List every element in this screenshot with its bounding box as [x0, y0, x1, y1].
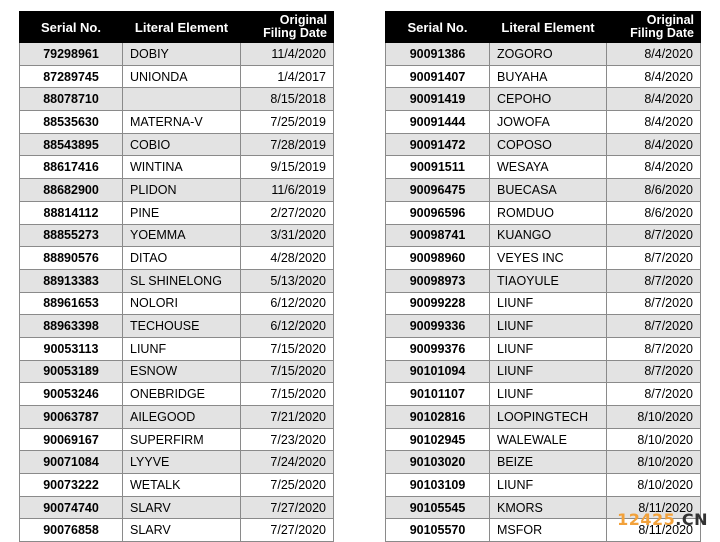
literal-cell: LYYVE [123, 451, 241, 474]
serial-cell: 90098973 [386, 269, 490, 292]
table-row [386, 179, 701, 202]
serial-cell: 88617416 [20, 156, 123, 179]
filing-date-cell: 7/25/2020 [241, 474, 334, 497]
trademark-table-left [19, 11, 334, 542]
serial-cell: 90071084 [20, 451, 123, 474]
filing-date-cell: 8/4/2020 [607, 88, 701, 111]
literal-cell: TIAOYULE [490, 269, 607, 292]
serial-cell: 90091419 [386, 88, 490, 111]
filing-date-cell: 8/10/2020 [607, 451, 701, 474]
trademark-table-right [385, 11, 701, 542]
filing-date-cell: 8/7/2020 [607, 247, 701, 270]
table-row [20, 337, 334, 360]
table-row [386, 406, 701, 429]
literal-cell: DOBIY [123, 43, 241, 66]
literal-cell: ESNOW [123, 360, 241, 383]
serial-cell: 88890576 [20, 247, 123, 270]
literal-cell: SUPERFIRM [123, 428, 241, 451]
serial-cell: 90098741 [386, 224, 490, 247]
table-row [386, 65, 701, 88]
literal-cell: LIUNF [490, 315, 607, 338]
literal-cell: LIUNF [490, 383, 607, 406]
filing-date-cell: 8/7/2020 [607, 337, 701, 360]
serial-cell: 90103109 [386, 474, 490, 497]
filing-date-header [607, 12, 701, 43]
serial-cell: 90076858 [20, 519, 123, 542]
table-row [20, 519, 334, 542]
filing-date-cell: 7/28/2019 [241, 133, 334, 156]
serial-cell: 88814112 [20, 201, 123, 224]
literal-cell: LIUNF [490, 337, 607, 360]
serial-cell: 90096475 [386, 179, 490, 202]
serial-cell: 90096596 [386, 201, 490, 224]
filing-date-cell: 8/15/2018 [241, 88, 334, 111]
literal-cell: LIUNF [490, 474, 607, 497]
filing-date-cell: 8/7/2020 [607, 224, 701, 247]
table-row [20, 156, 334, 179]
serial-header: Serial No. [20, 12, 123, 43]
table-row [20, 88, 334, 111]
serial-cell: 87289745 [20, 65, 123, 88]
table-row [20, 383, 334, 406]
watermark-domain: .CN [675, 510, 708, 529]
watermark-number: 12425 [617, 510, 676, 529]
literal-cell: AILEGOOD [123, 406, 241, 429]
literal-cell: WINTINA [123, 156, 241, 179]
serial-cell: 88855273 [20, 224, 123, 247]
table-header-row [20, 12, 334, 43]
table-row [20, 133, 334, 156]
literal-header: Literal Element [490, 12, 607, 43]
table-row [20, 43, 334, 66]
filing-date-header-line2: Filing Date [630, 26, 694, 40]
serial-cell: 90053189 [20, 360, 123, 383]
literal-cell: ONEBRIDGE [123, 383, 241, 406]
serial-cell: 90091472 [386, 133, 490, 156]
serial-cell: 90074740 [20, 496, 123, 519]
serial-cell: 90099228 [386, 292, 490, 315]
table-row [386, 451, 701, 474]
table-row [20, 451, 334, 474]
filing-date-header-line2: Filing Date [263, 26, 327, 40]
literal-cell: DITAO [123, 247, 241, 270]
filing-date-cell: 6/12/2020 [241, 315, 334, 338]
serial-cell: 90063787 [20, 406, 123, 429]
serial-cell: 90098960 [386, 247, 490, 270]
filing-date-header-line1: Original [646, 13, 694, 27]
literal-cell: SLARV [123, 496, 241, 519]
filing-date-cell: 5/13/2020 [241, 269, 334, 292]
literal-cell: LIUNF [490, 360, 607, 383]
filing-date-cell: 11/6/2019 [241, 179, 334, 202]
filing-date-cell: 7/23/2020 [241, 428, 334, 451]
literal-cell: WETALK [123, 474, 241, 497]
table-row [20, 360, 334, 383]
table-row [386, 247, 701, 270]
serial-cell: 88963398 [20, 315, 123, 338]
filing-date-cell: 7/27/2020 [241, 496, 334, 519]
serial-cell: 88913383 [20, 269, 123, 292]
table-row [386, 269, 701, 292]
filing-date-cell: 9/15/2019 [241, 156, 334, 179]
filing-date-cell: 8/6/2020 [607, 179, 701, 202]
table-row [386, 111, 701, 134]
serial-cell: 90103020 [386, 451, 490, 474]
literal-cell: KMORS [490, 496, 607, 519]
serial-cell: 90073222 [20, 474, 123, 497]
literal-cell: SLARV [123, 519, 241, 542]
table-row [386, 315, 701, 338]
literal-cell: KUANGO [490, 224, 607, 247]
table-row [20, 269, 334, 292]
literal-cell: CEPOHO [490, 88, 607, 111]
filing-date-cell: 1/4/2017 [241, 65, 334, 88]
filing-date-cell: 8/7/2020 [607, 269, 701, 292]
table-row [386, 383, 701, 406]
filing-date-cell: 7/24/2020 [241, 451, 334, 474]
filing-date-cell: 8/7/2020 [607, 315, 701, 338]
table-row [20, 224, 334, 247]
literal-cell: LOOPINGTECH [490, 406, 607, 429]
literal-cell: NOLORI [123, 292, 241, 315]
literal-cell: COPOSO [490, 133, 607, 156]
serial-cell: 79298961 [20, 43, 123, 66]
table-row [20, 496, 334, 519]
filing-date-cell: 4/28/2020 [241, 247, 334, 270]
filing-date-cell: 8/11/2020 [607, 496, 701, 519]
literal-cell [123, 88, 241, 111]
filing-date-cell: 8/7/2020 [607, 360, 701, 383]
table-row [20, 111, 334, 134]
filing-date-cell: 7/15/2020 [241, 383, 334, 406]
table-header-row [386, 12, 701, 43]
filing-date-cell: 8/7/2020 [607, 292, 701, 315]
serial-cell: 90102816 [386, 406, 490, 429]
literal-cell: WALEWALE [490, 428, 607, 451]
serial-cell: 90091511 [386, 156, 490, 179]
filing-date-cell: 8/10/2020 [607, 406, 701, 429]
filing-date-cell: 8/7/2020 [607, 383, 701, 406]
serial-cell: 90069167 [20, 428, 123, 451]
table-row [386, 224, 701, 247]
filing-date-cell: 8/4/2020 [607, 111, 701, 134]
filing-date-header [241, 12, 334, 43]
filing-date-cell: 7/25/2019 [241, 111, 334, 134]
literal-cell: UNIONDA [123, 65, 241, 88]
table-row [386, 474, 701, 497]
serial-cell: 90091444 [386, 111, 490, 134]
watermark-logo [617, 510, 708, 529]
table-row [20, 428, 334, 451]
literal-cell: ROMDUO [490, 201, 607, 224]
table-row [386, 360, 701, 383]
filing-date-cell: 8/4/2020 [607, 156, 701, 179]
table-row [386, 43, 701, 66]
serial-cell: 90101094 [386, 360, 490, 383]
serial-cell: 90099376 [386, 337, 490, 360]
literal-cell: BUECASA [490, 179, 607, 202]
literal-header: Literal Element [123, 12, 241, 43]
serial-cell: 88078710 [20, 88, 123, 111]
literal-cell: VEYES INC [490, 247, 607, 270]
table-row [386, 337, 701, 360]
table-row [20, 201, 334, 224]
literal-cell: WESAYA [490, 156, 607, 179]
table-row [20, 315, 334, 338]
literal-cell: COBIO [123, 133, 241, 156]
filing-date-cell: 8/4/2020 [607, 43, 701, 66]
filing-date-cell: 8/4/2020 [607, 65, 701, 88]
literal-cell: MATERNA-V [123, 111, 241, 134]
filing-date-cell: 8/11/2020 [607, 519, 701, 542]
filing-date-cell: 7/21/2020 [241, 406, 334, 429]
filing-date-cell: 6/12/2020 [241, 292, 334, 315]
table-row [386, 133, 701, 156]
table-row [20, 474, 334, 497]
serial-cell: 90105570 [386, 519, 490, 542]
table-row [386, 201, 701, 224]
literal-cell: YOEMMA [123, 224, 241, 247]
literal-cell: ZOGORO [490, 43, 607, 66]
literal-cell: JOWOFA [490, 111, 607, 134]
serial-cell: 88682900 [20, 179, 123, 202]
table-row [386, 428, 701, 451]
literal-cell: LIUNF [490, 292, 607, 315]
serial-cell: 88535630 [20, 111, 123, 134]
table-row [386, 88, 701, 111]
serial-cell: 88961653 [20, 292, 123, 315]
filing-date-cell: 7/15/2020 [241, 360, 334, 383]
filing-date-header-line1: Original [279, 13, 327, 27]
literal-cell: LIUNF [123, 337, 241, 360]
table-row [386, 156, 701, 179]
literal-cell: BUYAHA [490, 65, 607, 88]
table-row [20, 179, 334, 202]
serial-header: Serial No. [386, 12, 490, 43]
table-row [386, 292, 701, 315]
filing-date-cell: 8/10/2020 [607, 428, 701, 451]
literal-cell: MSFOR [490, 519, 607, 542]
literal-cell: SL SHINELONG [123, 269, 241, 292]
table-row [20, 65, 334, 88]
serial-cell: 90101107 [386, 383, 490, 406]
serial-cell: 90099336 [386, 315, 490, 338]
literal-cell: PINE [123, 201, 241, 224]
filing-date-cell: 2/27/2020 [241, 201, 334, 224]
serial-cell: 90053113 [20, 337, 123, 360]
filing-date-cell: 8/10/2020 [607, 474, 701, 497]
serial-cell: 90105545 [386, 496, 490, 519]
filing-date-cell: 7/27/2020 [241, 519, 334, 542]
serial-cell: 90053246 [20, 383, 123, 406]
literal-cell: BEIZE [490, 451, 607, 474]
filing-date-cell: 7/15/2020 [241, 337, 334, 360]
literal-cell: TECHOUSE [123, 315, 241, 338]
table-row [20, 247, 334, 270]
table-row [20, 292, 334, 315]
serial-cell: 88543895 [20, 133, 123, 156]
literal-cell: PLIDON [123, 179, 241, 202]
filing-date-cell: 11/4/2020 [241, 43, 334, 66]
serial-cell: 90102945 [386, 428, 490, 451]
filing-date-cell: 3/31/2020 [241, 224, 334, 247]
serial-cell: 90091407 [386, 65, 490, 88]
table-row [20, 406, 334, 429]
filing-date-cell: 8/4/2020 [607, 133, 701, 156]
serial-cell: 90091386 [386, 43, 490, 66]
filing-date-cell: 8/6/2020 [607, 201, 701, 224]
